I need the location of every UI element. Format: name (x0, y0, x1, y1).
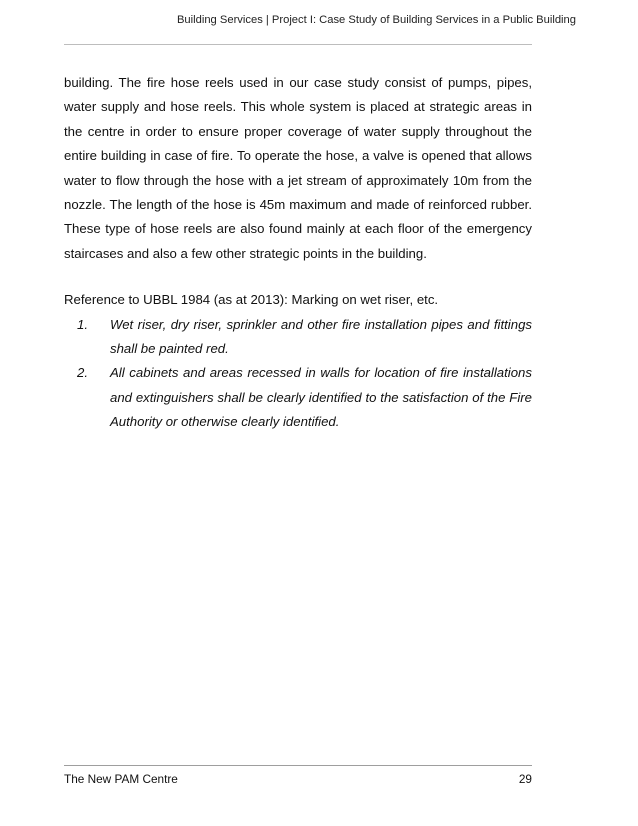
page-header: Building Services | Project I: Case Study of Building Services in a Public Building (176, 14, 576, 26)
page-number: 29 (518, 772, 532, 786)
list-item-number: 2. (77, 365, 88, 381)
list-item (77, 313, 532, 362)
header-divider (64, 44, 532, 45)
list-item-text: Wet riser, dry riser, sprinkler and other fire installation pipes and fittings shall be painted red. (110, 316, 532, 357)
list-item (77, 361, 532, 434)
list-item-number: 1. (77, 316, 88, 332)
ubbl-list (64, 313, 532, 435)
reference-heading: Reference to UBBL 1984 (as at 2013): Marking on wet riser, etc. (64, 292, 439, 308)
footer-title: The New PAM Centre (64, 772, 178, 786)
footer-divider (64, 765, 532, 766)
page-body (64, 71, 532, 435)
list-item-text: All cabinets and areas recessed in walls for location of fire installations and extinguishers shall be clearly identified to the satisfaction of the Fire Authority or otherwise clearly identified. (110, 365, 532, 430)
body-paragraph: building. The fire hose reels used in our case study consist of pumps, pipes, water supply and hose reels. This whole system is placed at strategic areas in the centre in order to ensure proper coverage of water supply throughout the entire building in case of fire. To operate the hose, a valve is opened that allows water to flow through the hose with a jet stream of approximately 10m from the nozzle. The length of the hose is 45m maximum and made of reinforced rubber. These type of hose reels are also found mainly at each floor of the emergency staircases and also a few other strategic points in the building. (64, 75, 532, 261)
